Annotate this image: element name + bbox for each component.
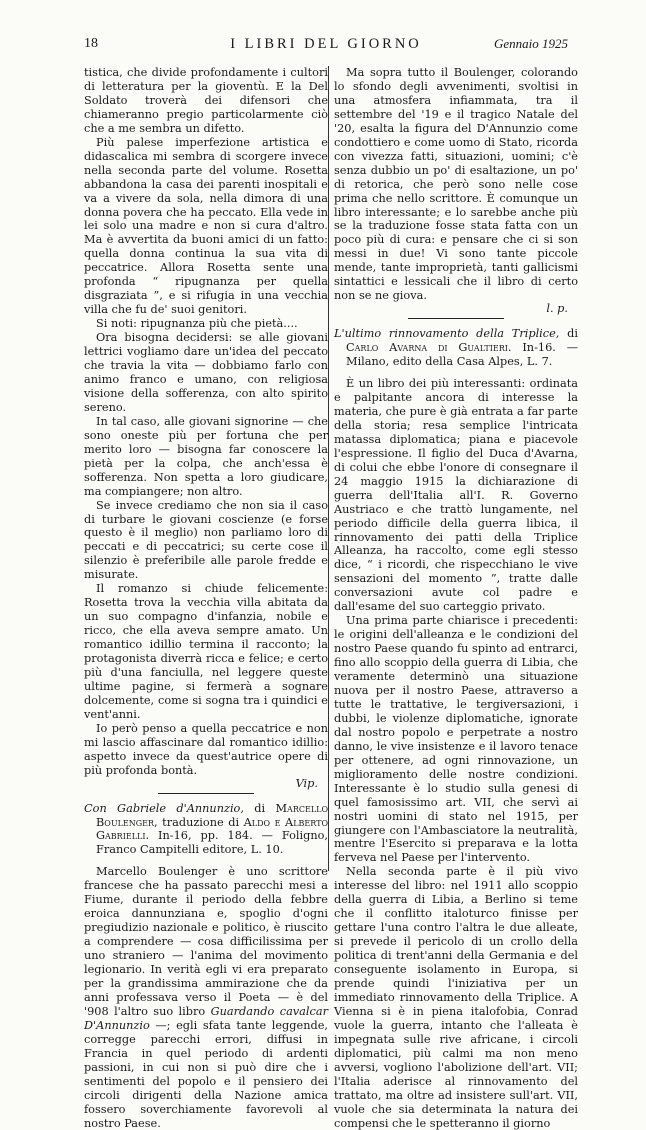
biblio-text: . In-16, pp. 184. — Foligno, Franco Campitelli editore, L. 10. [96,829,328,857]
right-column [334,66,578,1130]
review-heading [334,327,578,369]
book-author: Marcello Boulenger [96,801,328,829]
running-header [84,36,568,54]
paragraph: Una prima parte chiarisce i precedenti: le origini dell'alleanza e le condizioni del nostro Paese quando fu spinto ad entrarci, fino allo scoppio della guerra di Libia, che veramente determinò una situazione nuova per il nostro Paese, attraverso a tutte le trattative, le tergiversazioni, i dubbi, le violenze diplomatiche, ignorate dal nostro popolo e perpetrate a nostro danno, le vive insistenze e il lavoro tenace per ottenere, ad ogni rinnovazione, un miglioramento delle nostre condizioni. Interessante è lo studio sulla genesi di quel famosissimo art. VII, che servì ai nostri uomini di stato nel 1915, per giungere con l'Ambasciatore la neutralità, mentre l'Esercito si preparava e la lotta ferveva nel Paese per l'intervento. [334,614,578,865]
book-author: Carlo Avarna di Gualtieri [346,341,508,355]
book-title: L'ultimo rinnovamento della Triplice, [334,327,560,341]
left-column [84,66,328,1130]
paragraph-text: —; egli sfata tante leggende, corregge parecchi errori, diffusi in Francia in quel periodo di ardenti passioni, in cui non si può dire che i sentimenti del popolo e il pensiero dei circoli dirigenti della Nazione amica fossero soverchiamente favorevoli al nostro Paese. [84,1018,328,1130]
paragraph [84,865,328,1130]
section-separator [408,318,504,319]
biblio-text: , traduzione di [154,815,244,829]
journal-title: I LIBRI DEL GIORNO [230,36,422,52]
paragraph: Il romanzo si chiude felicemente: Rosetta trova la vecchia villa abitata da un suo compagno d'infanzia, nobile e ricco, che ella aveva sempre amato. Un romantico idillio termina il racconto; la protagonista diverrà ricca e felice; e certo più d'una fanciulla, nel leggere queste ultime pagine, si fermerà a sognare dolcemente, come si sogna tra i quindici e vent'anni. [84,582,328,721]
section-separator [158,793,254,794]
reviewer-signature: Vip. [295,776,318,790]
paragraph-text: Marcello Boulenger è uno scrittore francese che ha passato parecchi mesi a Fiume, durante il periodo della febbre eroica dannunziana e, spoglio d'ogni pregiudizio nazionale e politico, è riuscito a comprendere — cosa difficilissima per uno straniero — l'anima del movimento legionario. In verità egli vi era preparato per la grandissima ammirazione che da anni professava verso il Poeta — è del '908 l'altro suo libro [84,865,328,1018]
paragraph: Nella seconda parte è il più vivo interesse del libro: nel 1911 allo scoppio della guerra di Libia, a Berlino si teme che il conflitto italoturco finisse per gettare l'una contro l'altra le due alleate, si prevede il pericolo di un crollo della politica di trent'anni della Germania e del conseguente isolamento in Europa, si prende quindi l'iniziativa per un immediato rinnovamento della Triplice. A Vienna si è in piena italofobia, Conrad vuole la guerra, intanto che l'alleata è impegnata sulle rive africane, i circoli diplomatici, più calmi ma non meno avversi, vogliono l'abolizione dell'art. VII; l'Italia aderisce al rinnovamento del trattato, ma oltre ad insistere sull'art. VII, vuole che sia determinata la natura dei compensi che le spetteranno il giorno [334,865,578,1130]
book-translators: Aldo e Alberto Gabrielli [96,815,329,843]
column-divider [328,66,329,871]
issue-date: Gennaio 1925 [493,36,568,51]
paragraph: È un libro dei più interessanti: ordinata e palpitante ancora di interesse la materia, che pure è già entrata a far parte della storia; resa semplice l'intricata matassa diplomatica; piana e piacevole l'espressione. Il figlio del Duca d'Avarna, di colui che ebbe l'onore di consegnare il 24 maggio 1915 la dichiarazione di guerra dell'Italia all'I. R. Governo Austriaco e che trattò lungamente, nel periodo difficile della guerra libica, il rinnovamento dei patti della Triplice Alleanza, ha raccolto, come egli stesso dice, “ i ricordi, che rispecchiano le vive sensazioni del momento ”, tratte dalle conversazioni avute col padre e dall'esame del suo carteggio privato. [334,377,578,614]
paragraph: Si noti: ripugnanza più che pietà.... [96,317,298,331]
book-title: Con Gabriele d'Annunzio, [84,801,244,815]
paragraph: In tal caso, alle giovani signorine — che sono oneste più per fortuna che per merito loro — bisogna far conoscere la pietà per la colpa, che anch'essa è sofferenza. Non spetta a loro giudicare, ma compiangere; non altro. [84,414,328,498]
biblio-text: di [243,801,276,815]
paragraph: Ma sopra tutto il Boulenger, colorando lo sfondo degli avvenimenti, svoltisi in una atmosfera infiammata, tra il settembre del '19 e il tragico Natale del '20, esalta la figura del D'Annunzio come condottiero e come uomo di Stato, ricorda con vivezza fatti, situazioni, uomini; c'è senza dubbio un po' di esaltazione, un po' di retorica, che però sono nelle cose prima che nello scrittore. È comunque un libro interessante; e lo sarebbe anche più se la traduzione fosse stata fatta con un poco più di cura: e pensare che ci si son messi in due! Vi sono tante piccole mende, tante improprietà, tanti gallicismi sintattici e lessicali che il libro di certo non se ne giova. [334,66,578,303]
paragraph: Io però penso a quella peccatrice e non mi lascio affascinare dal romantico idillio: aspetto invece da quest'autrice opere di più profonda bontà. [84,721,328,777]
review-heading [84,802,328,858]
paragraph: tistica, che divide profondamente i cultori di letteratura per la gioventù. E la Del Soldato troverà dei difensori che chiameranno pregio particolarmente ciò che a me sembra un difetto. [84,66,328,135]
biblio-text: di [559,327,579,341]
biblio-text: . In-16. — Milano, edito della Casa Alpes, L. 7. [346,341,578,369]
reviewer-signature: l. p. [546,302,568,316]
paragraph: Ora bisogna decidersi: se alle giovani lettrici vogliamo dare un'idea del peccato che travia la vita — dobbiamo farlo con animo franco e umano, con religiosa visione della sofferenza, con alto spirito sereno. [84,331,328,414]
cited-title: Guardando cavalcar D'Annunzio [84,1004,328,1032]
page-number: 18 [84,36,98,51]
paragraph: Se invece crediamo che non sia il caso di turbare le giovani coscienze (e forse questo è il meglio) non parliamo loro di peccati e di peccatrici; su certe cose il silenzio è preferibile alle parole fredde e misurate. [84,498,328,582]
paragraph: Più palese imperfezione artistica e didascalica mi sembra di scorgere invece nella seconda parte del volume. Rosetta abbandona la casa dei parenti inospitali e va a vivere da sola, nella dimora di una donna povera che ha peccato. Ella vede in lei solo una madre e non si cura d'altro. Ma è avvertita da buoni amici di un fatto: quella donna continua la sua vita di peccatrice. Allora Rosetta sente una profonda “ ripugnanza per quella disgraziata ”, e si rifugia in una vecchia villa che fu de' suoi genitori. [84,135,328,317]
